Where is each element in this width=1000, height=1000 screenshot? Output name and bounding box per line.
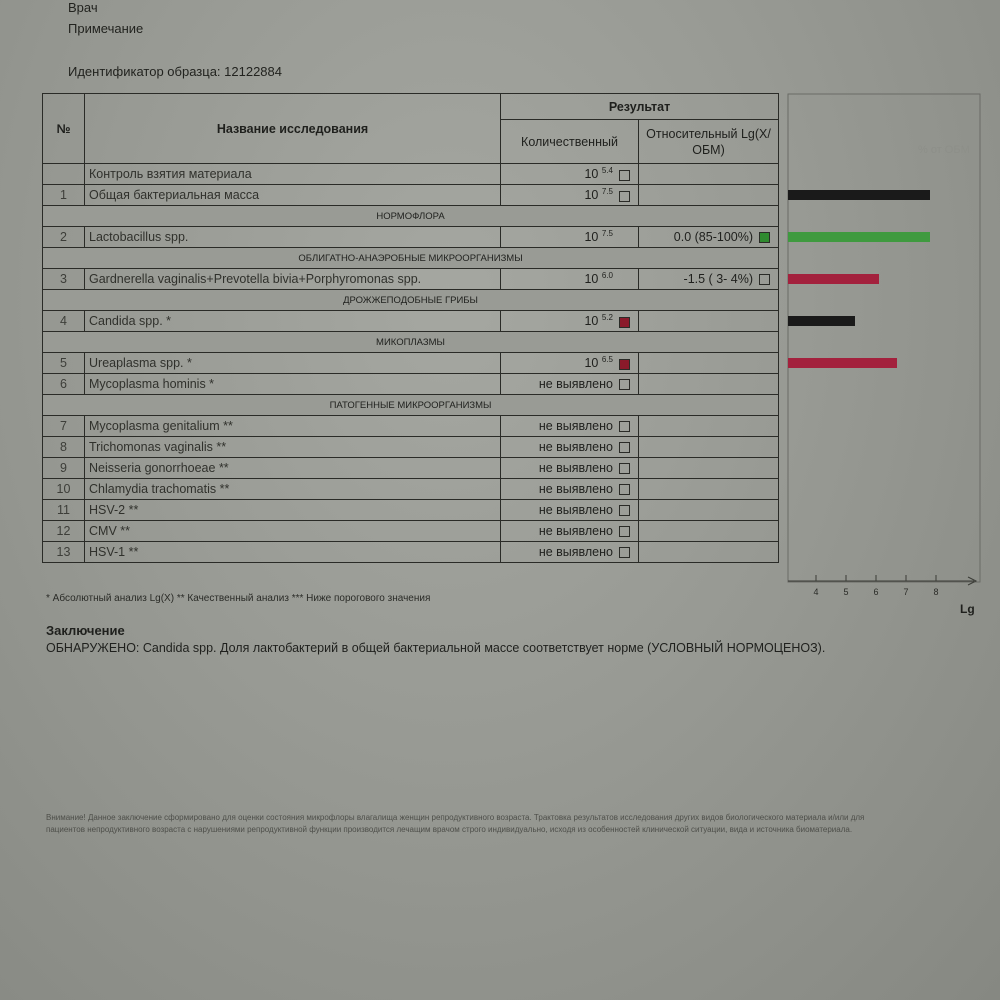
test-name: Gardnerella vaginalis+Prevotella bivia+Porphyromonas spp. (85, 269, 501, 290)
row-number: 12 (43, 521, 85, 542)
quant-base: 10 (584, 272, 599, 287)
row-number (43, 164, 85, 185)
quant-exponent: 7.5 (601, 229, 613, 239)
col-rel-header: Относительный Lg(X/ОБМ) (639, 120, 779, 164)
row-number: 2 (43, 227, 85, 248)
relative-result (639, 185, 779, 206)
quant-base: 10 (584, 314, 599, 329)
col-result-header: Результат (501, 94, 779, 120)
results-table (42, 93, 779, 563)
conclusion-text: ОБНАРУЖЕНО: Candida spp. Доля лактобактерий в общей бактериальной массе соответствует норме (УСЛОВНЫЙ НОРМОЦЕНОЗ). (46, 641, 826, 655)
relative-result (639, 416, 779, 437)
relative-result (639, 521, 779, 542)
row-number: 3 (43, 269, 85, 290)
col-quant-header: Количественный (501, 120, 639, 164)
quantitative-result (501, 164, 639, 185)
relative-checkbox (759, 274, 770, 285)
relative-value: -1.5 ( 3- 4%) (683, 272, 754, 286)
table-row (43, 479, 779, 500)
relative-value: 0.0 (85-100%) (673, 230, 754, 244)
result-checkbox (619, 505, 630, 516)
table-row (43, 185, 779, 206)
row-number: 6 (43, 374, 85, 395)
chart-faint-label: % от ОБМ (918, 144, 970, 156)
quantitative-result (501, 437, 639, 458)
quantitative-result (501, 479, 639, 500)
row-number: 9 (43, 458, 85, 479)
relative-result (639, 227, 779, 248)
relative-result (639, 458, 779, 479)
chart-unit-label: Lg (960, 602, 975, 616)
test-name: CMV ** (85, 521, 501, 542)
section-row (43, 395, 779, 416)
section-title: МИКОПЛАЗМЫ (43, 332, 779, 353)
row-number: 10 (43, 479, 85, 500)
test-name: Mycoplasma hominis * (85, 374, 501, 395)
quant-text: не выявлено (538, 503, 613, 517)
relative-result (639, 437, 779, 458)
result-checkbox (619, 484, 630, 495)
section-title: ПАТОГЕННЫЕ МИКРООРГАНИЗМЫ (43, 395, 779, 416)
doctor-label: Врач (68, 0, 98, 15)
chart-tick-label: 6 (873, 587, 879, 597)
warning-text: Внимание! Данное заключение сформировано для оценки состояния микрофлоры влагалища женщин репродуктивного возраста. Трактовка результатов исследования других видов биологического материала и/или для пациентов непродуктивного возраста с нарушениями репродуктивной функции производится лечащим врачом строго индивидуально, исходя из особенностей клинической ситуации, вида и источника биоматериала. (46, 813, 865, 834)
test-name: Контроль взятия материала (85, 164, 501, 185)
result-checkbox (619, 547, 630, 558)
section-row (43, 206, 779, 227)
row-number: 8 (43, 437, 85, 458)
quant-base: 10 (584, 356, 599, 371)
table-row (43, 437, 779, 458)
row-number: 13 (43, 542, 85, 563)
quantitative-result (501, 374, 639, 395)
section-row (43, 332, 779, 353)
relative-result (639, 500, 779, 521)
quantitative-result (501, 269, 639, 290)
relative-result (639, 311, 779, 332)
footnote: * Абсолютный анализ Lg(X) ** Качественный анализ *** Ниже порогового значения (46, 593, 431, 604)
sample-id: Идентификатор образца: 12122884 (68, 64, 282, 79)
note-label: Примечание (68, 21, 144, 36)
table-row (43, 311, 779, 332)
test-name: Ureaplasma spp. * (85, 353, 501, 374)
table-row (43, 374, 779, 395)
test-name: HSV-1 ** (85, 542, 501, 563)
section-title: НОРМОФЛОРА (43, 206, 779, 227)
table-row (43, 458, 779, 479)
chart-tick-label: 8 (933, 587, 939, 597)
test-name: Mycoplasma genitalium ** (85, 416, 501, 437)
quant-exponent: 5.2 (601, 313, 613, 323)
col-name-header: Название исследования (85, 94, 501, 164)
row-number: 4 (43, 311, 85, 332)
table-row (43, 416, 779, 437)
chart-bar (788, 358, 897, 368)
table-row (43, 521, 779, 542)
quant-text: не выявлено (538, 524, 613, 538)
quant-text: не выявлено (538, 419, 613, 433)
result-checkbox (619, 526, 630, 537)
bar-chart (778, 93, 988, 616)
test-name: Общая бактериальная масса (85, 185, 501, 206)
table-row (43, 542, 779, 563)
relative-result (639, 164, 779, 185)
quantitative-result (501, 185, 639, 206)
result-checkbox (619, 379, 630, 390)
section-row (43, 248, 779, 269)
table-row (43, 164, 779, 185)
test-name: HSV-2 ** (85, 500, 501, 521)
test-name: Candida spp. * (85, 311, 501, 332)
relative-result (639, 353, 779, 374)
chart-tick-label: 5 (843, 587, 849, 597)
quantitative-result (501, 416, 639, 437)
quant-text: не выявлено (538, 461, 613, 475)
quantitative-result (501, 227, 639, 248)
quantitative-result (501, 521, 639, 542)
row-number: 1 (43, 185, 85, 206)
result-checkbox (619, 463, 630, 474)
relative-result (639, 374, 779, 395)
chart-bar (788, 232, 930, 242)
row-number: 7 (43, 416, 85, 437)
quant-base: 10 (584, 188, 599, 203)
conclusion-heading: Заключение (46, 623, 125, 638)
quant-exponent: 6.0 (601, 271, 613, 281)
quantitative-result (501, 500, 639, 521)
section-row (43, 290, 779, 311)
quantitative-result (501, 458, 639, 479)
result-checkbox (619, 317, 630, 328)
relative-checkbox (759, 232, 770, 243)
quant-base: 10 (584, 230, 599, 245)
result-checkbox (619, 359, 630, 370)
quant-text: не выявлено (538, 482, 613, 496)
quant-exponent: 7.5 (601, 187, 613, 197)
chart-tick-label: 4 (813, 587, 819, 597)
test-name: Neisseria gonorrhoeae ** (85, 458, 501, 479)
chart-bar (788, 274, 879, 284)
col-no-header: № (43, 94, 85, 164)
chart-tick-label: 7 (903, 587, 909, 597)
table-row (43, 269, 779, 290)
quantitative-result (501, 311, 639, 332)
table-row (43, 227, 779, 248)
result-checkbox (619, 442, 630, 453)
table-row (43, 353, 779, 374)
quant-text: не выявлено (538, 377, 613, 391)
result-checkbox (619, 191, 630, 202)
quant-base: 10 (584, 167, 599, 182)
test-name: Trichomonas vaginalis ** (85, 437, 501, 458)
quant-text: не выявлено (538, 545, 613, 559)
quantitative-result (501, 353, 639, 374)
relative-result (639, 269, 779, 290)
result-checkbox (619, 421, 630, 432)
section-title: ДРОЖЖЕПОДОБНЫЕ ГРИБЫ (43, 290, 779, 311)
chart-frame (788, 94, 980, 582)
quant-text: не выявлено (538, 440, 613, 454)
quantitative-result (501, 542, 639, 563)
test-name: Lactobacillus spp. (85, 227, 501, 248)
result-checkbox (619, 170, 630, 181)
section-title: ОБЛИГАТНО-АНАЭРОБНЫЕ МИКРООРГАНИЗМЫ (43, 248, 779, 269)
row-number: 11 (43, 500, 85, 521)
chart-bar (788, 190, 930, 200)
row-number: 5 (43, 353, 85, 374)
quant-exponent: 5.4 (601, 166, 613, 176)
test-name: Chlamydia trachomatis ** (85, 479, 501, 500)
relative-result (639, 542, 779, 563)
chart-bar (788, 316, 855, 326)
table-row (43, 500, 779, 521)
relative-result (639, 479, 779, 500)
quant-exponent: 6.5 (601, 355, 613, 365)
